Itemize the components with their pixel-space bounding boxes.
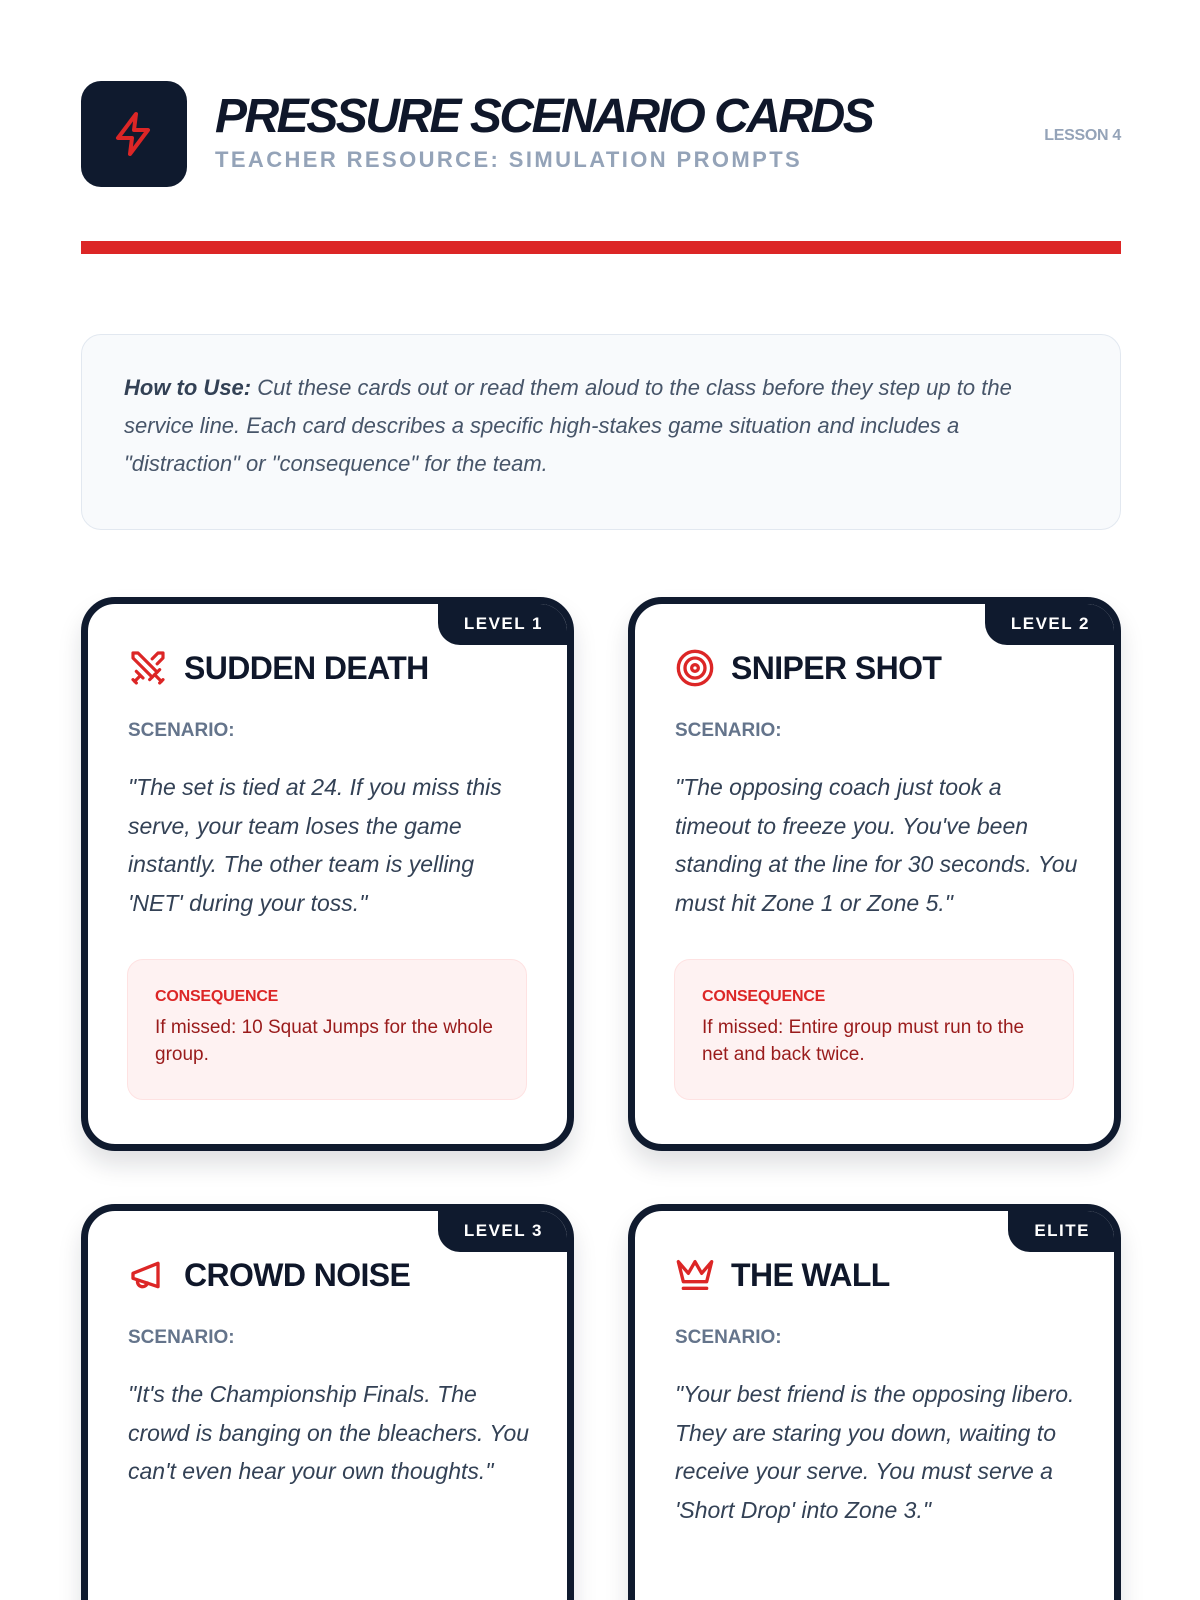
scenario-label: SCENARIO:	[675, 720, 782, 741]
scenario-text: "The set is tied at 24. If you miss this serve, your team loses the game instantly. The other team is yelling 'NET' during your toss."	[128, 774, 502, 916]
scenario-text: "It's the Championship Finals. The crowd is banging on the bleachers. You can't even hear your own thoughts."	[128, 1381, 530, 1484]
consequence-label: CONSEQUENCE	[155, 988, 279, 1005]
crown-icon	[675, 1255, 715, 1295]
instructions-box	[81, 334, 1121, 530]
scenario-card-crowd-noise	[81, 1204, 574, 1600]
consequence-label: CONSEQUENCE	[702, 988, 826, 1005]
page-subtitle: TEACHER RESOURCE: SIMULATION PROMPTS	[215, 147, 803, 172]
card-header	[128, 648, 429, 688]
scenario-label: SCENARIO:	[128, 720, 235, 741]
instructions-text: Cut these cards out or read them aloud to the class before they step up to the service line. Each card describes a specific high-stakes game situation and includes a "distraction" or "consequence" for the team.	[124, 375, 1012, 476]
scenario-text: "The opposing coach just took a timeout to freeze you. You've been standing at the line for 30 seconds. You must hit Zone 1 or Zone 5."	[675, 774, 1078, 916]
level-badge: LEVEL 2	[985, 604, 1114, 645]
lesson-label: LESSON 4	[1044, 127, 1121, 144]
level-badge: LEVEL 3	[438, 1211, 567, 1252]
scenario-card-sudden-death	[81, 597, 574, 1151]
card-title: SNIPER SHOT	[731, 649, 942, 686]
scenario-label: SCENARIO:	[675, 1327, 782, 1348]
target-icon	[675, 648, 715, 688]
consequence-box	[127, 959, 527, 1100]
scenario-text: "Your best friend is the opposing libero. They are staring you down, waiting to receive your serve. You must serve a 'Short Drop' into Zone 3."	[675, 1381, 1075, 1523]
megaphone-icon	[128, 1255, 168, 1295]
consequence-text: If missed: 10 Squat Jumps for the whole group.	[155, 1017, 493, 1065]
header-divider	[81, 241, 1121, 254]
instructions-lead: How to Use:	[124, 375, 252, 400]
card-title: CROWD NOISE	[184, 1256, 411, 1293]
card-header	[675, 1255, 890, 1295]
card-title: SUDDEN DEATH	[184, 649, 429, 686]
page-title: PRESSURE SCENARIO CARDS	[215, 90, 873, 143]
lightning-icon	[110, 110, 158, 158]
consequence-box	[674, 959, 1074, 1100]
level-badge: LEVEL 1	[438, 604, 567, 645]
card-header	[675, 648, 941, 688]
scenario-label: SCENARIO:	[128, 1327, 235, 1348]
card-title: THE WALL	[731, 1256, 890, 1293]
consequence-text: If missed: Entire group must run to the net and back twice.	[702, 1017, 1025, 1065]
card-header	[128, 1255, 410, 1295]
scenario-card-sniper-shot	[628, 597, 1121, 1151]
scenario-card-the-wall	[628, 1204, 1121, 1600]
page-header	[81, 81, 1121, 187]
crossed-swords-icon	[128, 648, 168, 688]
level-badge: ELITE	[1008, 1211, 1114, 1252]
logo-badge	[81, 81, 187, 187]
